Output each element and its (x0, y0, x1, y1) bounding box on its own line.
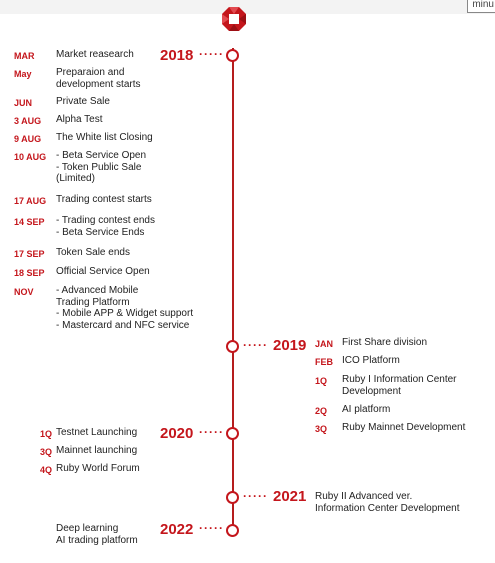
timeline-node-2018 (226, 49, 239, 62)
entry-2018-jun: Private Sale (56, 96, 110, 107)
year-2021: 2021 (273, 488, 307, 505)
entry-2018-18sep: Official Service Open (56, 266, 150, 277)
label-2020-4q: 4Q (40, 465, 53, 475)
label-2019-feb: FEB (315, 357, 333, 367)
top-right-tab[interactable]: minu (467, 0, 495, 13)
dots-2019: ····· (243, 338, 268, 352)
timeline-node-2022 (226, 524, 239, 537)
label-2018-jun: JUN (14, 98, 33, 108)
dots-2020: ····· (199, 425, 224, 439)
label-2019-1q: 1Q (315, 376, 328, 386)
entry-2020-1q: Testnet Launching (56, 427, 138, 438)
dots-2018: ····· (199, 47, 224, 61)
timeline-node-2021 (226, 491, 239, 504)
entry-2018-14sep: - Trading contest ends - Beta Service Ends (56, 215, 155, 238)
label-2019-3q: 3Q (315, 424, 328, 434)
label-2018-17aug: 17 AUG (14, 196, 47, 206)
entry-2021: Ruby II Advanced ver. Information Center Development (315, 491, 460, 514)
label-2018-18sep: 18 SEP (14, 268, 45, 278)
label-2020-3q: 3Q (40, 447, 53, 457)
entry-2022: Deep learning AI trading platform (56, 523, 138, 546)
label-2019-jan: JAN (315, 339, 334, 349)
label-2020-1q: 1Q (40, 429, 53, 439)
label-2018-9aug: 9 AUG (14, 134, 42, 144)
dots-2021: ····· (243, 489, 268, 503)
entry-2019-1q: Ruby I Information Center Development (342, 374, 457, 397)
entry-2018-3aug: Alpha Test (56, 114, 103, 125)
top-bar (0, 0, 495, 14)
entry-2018-17aug: Trading contest starts (56, 194, 152, 205)
entry-2018-9aug: The White list Closing (56, 132, 153, 143)
timeline-node-2019 (226, 340, 239, 353)
label-2018-17sep: 17 SEP (14, 249, 45, 259)
entry-2020-3q: Mainnet launching (56, 445, 138, 456)
label-2018-3aug: 3 AUG (14, 116, 42, 126)
label-2018-10aug: 10 AUG (14, 152, 47, 162)
timeline-line (232, 48, 234, 532)
entry-2018-mar: Market reasearch (56, 49, 134, 60)
entry-2019-jan: First Share division (342, 337, 428, 348)
entry-2019-3q: Ruby Mainnet Development (342, 422, 466, 433)
entry-2020-4q: Ruby World Forum (56, 463, 140, 474)
dots-2022: ····· (199, 521, 224, 535)
year-2020: 2020 (160, 425, 194, 442)
label-2018-nov: NOV (14, 287, 34, 297)
label-2018-14sep: 14 SEP (14, 217, 45, 227)
entry-2019-2q: AI platform (342, 404, 391, 415)
entry-2018-10aug: - Beta Service Open - Token Public Sale (Limited) (56, 150, 147, 184)
year-2022: 2022 (160, 521, 194, 538)
year-2018: 2018 (160, 47, 194, 64)
entry-2018-17sep: Token Sale ends (56, 247, 130, 258)
label-2018-may: May (14, 69, 32, 79)
timeline-node-2020 (226, 427, 239, 440)
label-2018-mar: MAR (14, 51, 35, 61)
entry-2019-feb: ICO Platform (342, 355, 400, 366)
entry-2018-nov: - Advanced Mobile Trading Platform - Mobile APP & Widget support - Mastercard and NFC service (56, 285, 194, 331)
year-2019: 2019 (273, 337, 307, 354)
ruby-logo-icon (221, 6, 247, 32)
label-2019-2q: 2Q (315, 406, 328, 416)
entry-2018-may: Preparaion and development starts (56, 67, 141, 90)
